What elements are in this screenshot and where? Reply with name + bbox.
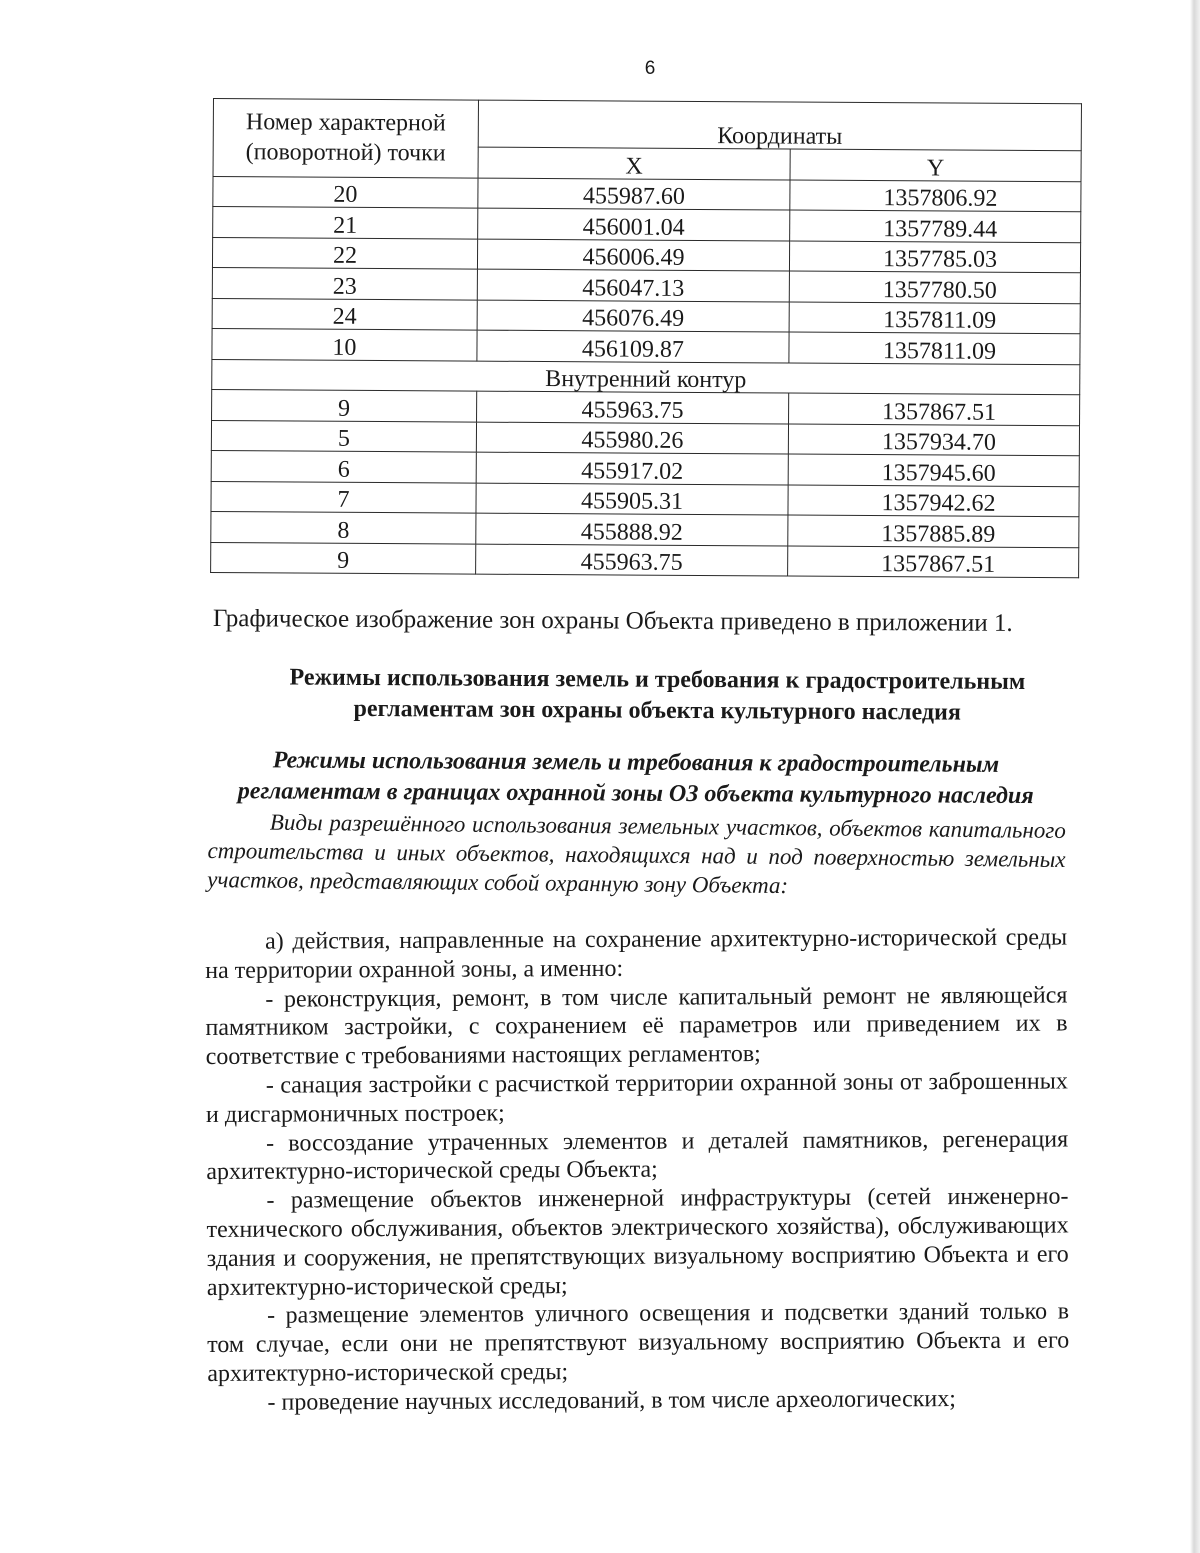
table-row	[211, 450, 1079, 486]
page-number: 6	[644, 58, 656, 79]
point-number-cell: 21	[213, 207, 478, 239]
y-coordinate-cell: 1357785.03	[789, 241, 1080, 273]
x-coordinate-cell: 456006.49	[477, 239, 789, 271]
y-coordinate-cell: 1357867.51	[788, 546, 1079, 578]
table-row	[212, 237, 1080, 273]
table-row	[213, 176, 1081, 212]
body-text	[205, 923, 1070, 1417]
bullet-research: - проведение научных исследований, в том числе археологических;	[267, 1385, 956, 1416]
y-coordinate-cell: 1357867.51	[789, 393, 1080, 425]
table-row	[212, 298, 1080, 334]
heading-main: Режимы использования земель и требования к градостроительным регламентам зон охраны объекта культурного наследия	[289, 664, 1026, 726]
scan-edge	[1190, 0, 1200, 1553]
x-coordinate-cell: 455963.75	[476, 544, 788, 576]
bullet-infrastructure: - размещение объектов инженерной инфраструктуры (сетей инженерно-технического обслуживания, объектов электрического хозяйства), обслуживающих здания и сооружения, не препятствующих визуальному восприятию Объекта и его архитектурно-исторической среды;	[206, 1183, 1069, 1301]
point-number-cell: 24	[212, 298, 477, 330]
point-number-cell: 22	[212, 237, 477, 269]
table-row	[211, 420, 1079, 456]
table-row	[213, 207, 1081, 243]
table-row	[212, 389, 1080, 425]
y-coordinate-cell: 1357789.44	[790, 210, 1081, 242]
y-coordinate-cell: 1357811.09	[789, 302, 1080, 334]
x-coordinate-cell: 455980.26	[476, 422, 788, 454]
point-number-cell: 20	[213, 176, 478, 208]
header-coordinates: Координаты	[478, 100, 1081, 151]
x-coordinate-cell: 456109.87	[477, 330, 789, 362]
bullet-recreation: - воссоздание утраченных элементов и деталей памятников, регенерация архитектурно-исторической среды Объекта;	[206, 1126, 1069, 1186]
bullet-reconstruction: - реконструкция, ремонт, в том числе капитальный ремонт не являющейся памятником застройки, с сохранением её параметров или приведением их в соответствие с требованиями настоящих регламентов;	[205, 982, 1068, 1071]
x-coordinate-cell: 455888.92	[476, 513, 788, 545]
point-number-cell: 5	[211, 420, 476, 452]
graphic-note: Графическое изображение зон охраны Объекта приведено в приложении 1.	[212, 605, 1013, 637]
inner-contour-rows	[211, 389, 1080, 577]
point-number-cell: 7	[211, 481, 476, 513]
item-a: а) действия, направленные на сохранение архитектурно-исторической среды на территории охранной зоны, а именно:	[205, 924, 1068, 984]
heading-sub: Режимы использования земель и требования к градостроительным регламентам в границах охранной зоны ОЗ объекта культурного наследия	[237, 747, 1034, 810]
point-number-cell: 9	[211, 542, 476, 574]
y-coordinate-cell: 1357806.92	[790, 180, 1081, 212]
bullet-sanitation: - санация застройки с расчисткой территории охранной зоны от заброшенных и дисгармоничных построек;	[205, 1068, 1068, 1128]
y-coordinate-cell: 1357945.60	[788, 454, 1079, 486]
x-coordinate-cell: 456001.04	[478, 208, 790, 240]
x-coordinate-cell: 455905.31	[476, 483, 788, 515]
x-coordinate-cell: 456076.49	[477, 300, 789, 332]
x-coordinate-cell: 455963.75	[477, 391, 789, 423]
y-coordinate-cell: 1357934.70	[788, 424, 1079, 456]
y-coordinate-cell: 1357942.62	[788, 485, 1079, 517]
table-row	[211, 481, 1079, 517]
coordinates-table	[210, 98, 1082, 578]
y-coordinate-cell: 1357885.89	[788, 515, 1079, 547]
italic-intro: Виды разрешённого использования земельных участков, объектов капитального строительства и иных объектов, находящихся над и под поверхностью земельных участков, представляющих собой охранную зону Объекта:	[207, 809, 1066, 899]
x-coordinate-cell: 456047.13	[477, 269, 789, 301]
section-inner-contour: Внутренний контур	[212, 359, 1080, 395]
table-row	[212, 267, 1080, 303]
header-y: Y	[790, 149, 1081, 181]
table-row	[211, 511, 1079, 547]
bullet-lighting: - размещение элементов уличного освещения и подсветки зданий только в том случае, если они не препятствуют визуальному восприятию Объекта и его архитектурно-исторической среды;	[207, 1298, 1070, 1387]
table-row	[211, 542, 1079, 578]
x-coordinate-cell: 455917.02	[476, 452, 788, 484]
point-number-cell: 23	[212, 267, 477, 299]
table-row	[212, 328, 1080, 364]
header-x: X	[478, 147, 790, 179]
x-coordinate-cell: 455987.60	[478, 178, 790, 210]
y-coordinate-cell: 1357811.09	[789, 332, 1080, 364]
header-point-number: Номер характерной (поворотной) точки	[213, 99, 478, 178]
point-number-cell: 6	[211, 450, 476, 482]
point-number-cell: 9	[212, 389, 477, 421]
point-number-cell: 8	[211, 511, 476, 543]
y-coordinate-cell: 1357780.50	[789, 271, 1080, 303]
point-number-cell: 10	[212, 328, 477, 360]
outer-contour-rows	[212, 176, 1081, 364]
